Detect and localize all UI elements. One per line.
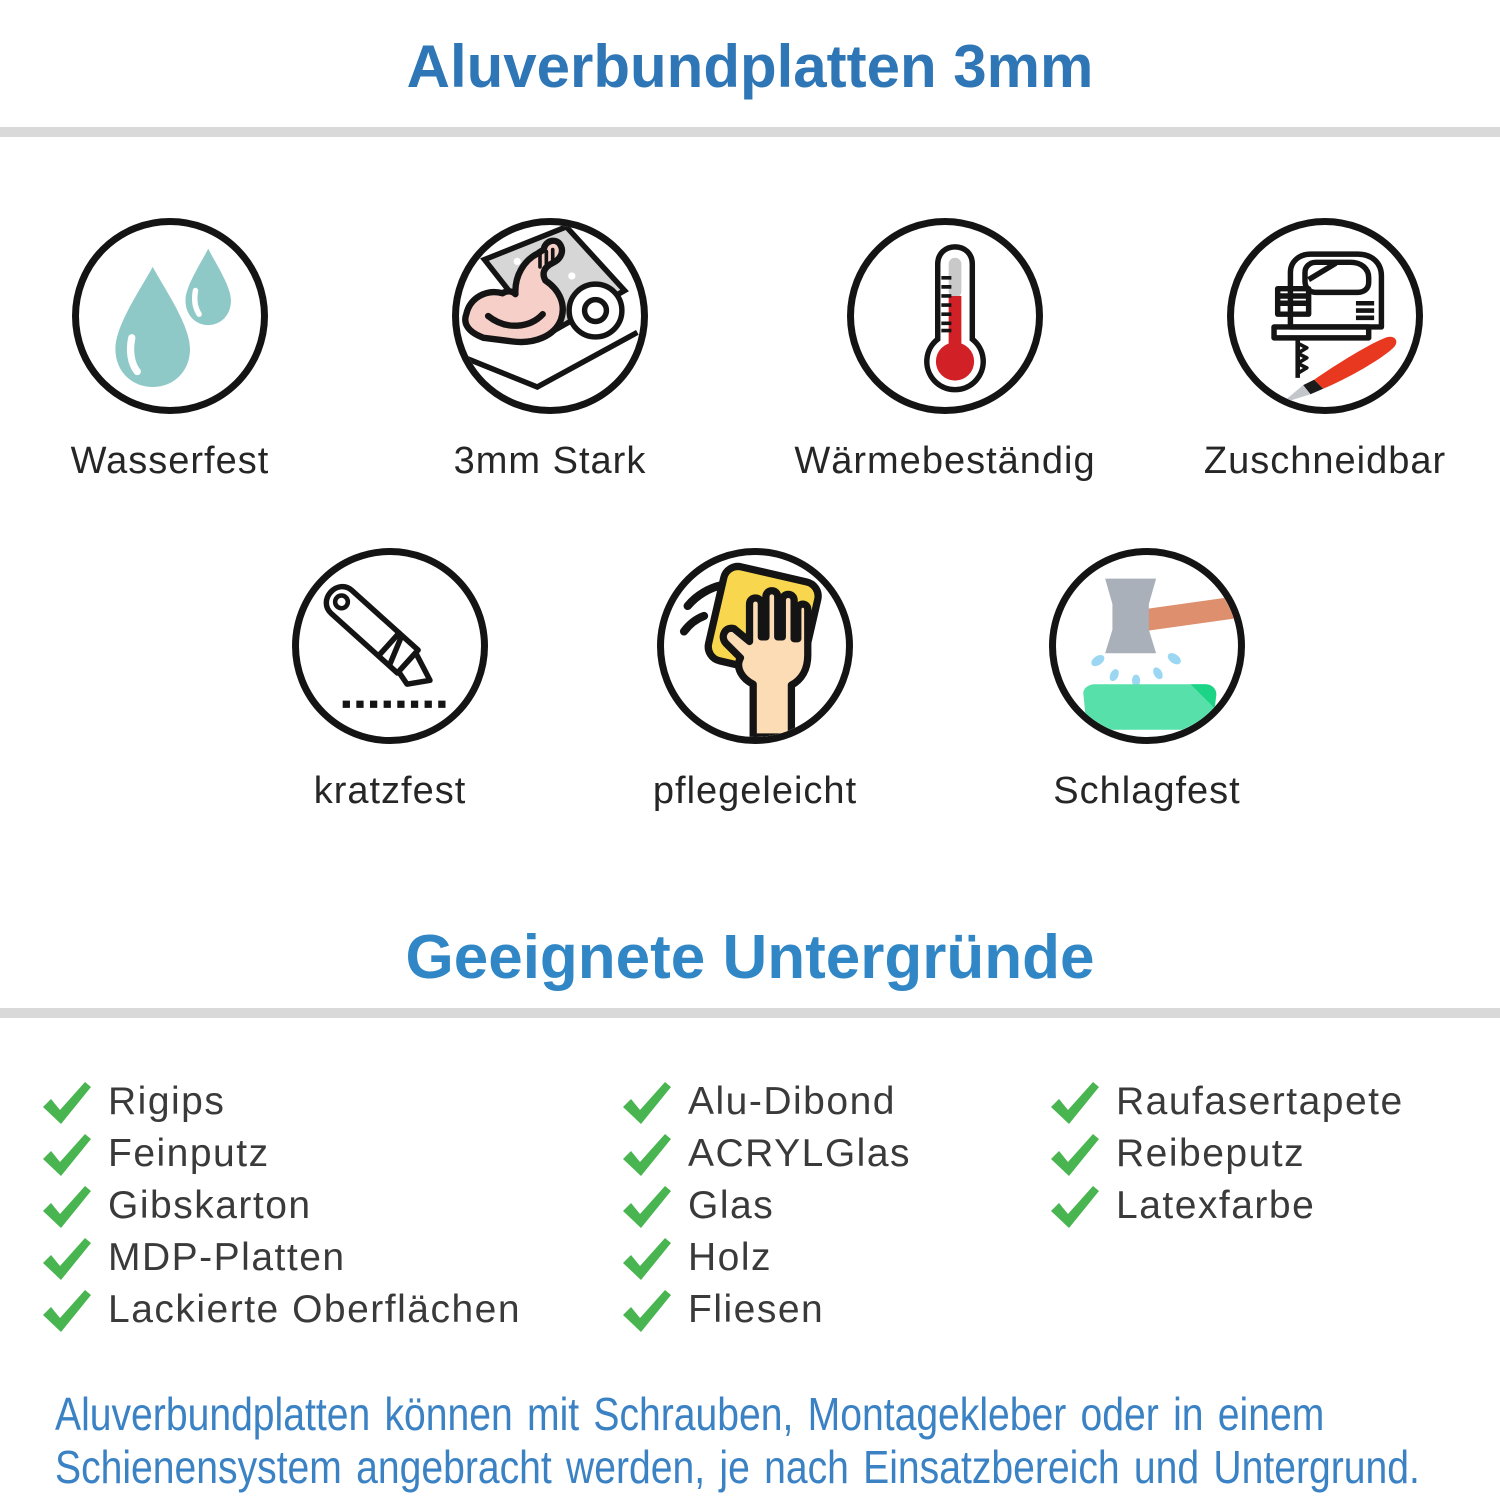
footer-note xyxy=(55,1388,1420,1494)
substrate-label: Raufasertapete xyxy=(1116,1080,1404,1123)
footer-line-1: Aluverbundplatten können mit Schrauben, Montagekleber oder in einem xyxy=(55,1388,1325,1440)
substrate-label: Feinputz xyxy=(108,1132,270,1175)
flexed-arm-panel-icon xyxy=(459,225,641,407)
list-item xyxy=(620,1180,911,1232)
check-icon xyxy=(620,1079,674,1125)
check-icon xyxy=(620,1131,674,1177)
feature-label: Zuschneidbar xyxy=(1203,440,1447,482)
feature-waterproof xyxy=(0,218,340,483)
list-item xyxy=(1048,1076,1404,1128)
check-icon xyxy=(1048,1183,1102,1229)
check-icon xyxy=(40,1079,94,1125)
substrates-column-2 xyxy=(620,1076,911,1336)
check-icon xyxy=(40,1131,94,1177)
footer-line-2: Schienensystem angebracht werden, je nach Einsatzbereich und Untergrund. xyxy=(55,1441,1420,1493)
feature-scratch-resistant xyxy=(220,548,560,813)
check-icon xyxy=(40,1235,94,1281)
utility-knife-icon xyxy=(299,555,481,737)
feature-cuttable xyxy=(1155,218,1495,483)
substrate-label: Fliesen xyxy=(688,1288,825,1331)
feature-easy-care xyxy=(585,548,925,813)
list-item xyxy=(40,1232,521,1284)
check-icon xyxy=(620,1287,674,1333)
middle-divider xyxy=(0,1008,1500,1018)
page-title: Aluverbundplatten 3mm xyxy=(406,33,1094,100)
feature-label: Schlagfest xyxy=(1053,770,1241,812)
list-item xyxy=(620,1284,911,1336)
list-item xyxy=(1048,1128,1404,1180)
top-divider xyxy=(0,127,1500,137)
substrate-label: Latexfarbe xyxy=(1116,1184,1316,1227)
check-icon xyxy=(1048,1131,1102,1177)
list-item xyxy=(620,1076,911,1128)
feature-label: Wasserfest xyxy=(70,440,270,482)
check-icon xyxy=(620,1183,674,1229)
list-item xyxy=(40,1076,521,1128)
feature-impact-resistant xyxy=(977,548,1317,813)
water-drops-icon xyxy=(79,225,261,407)
feature-label: Wärmebeständig xyxy=(794,440,1096,482)
feature-circle xyxy=(847,218,1043,414)
substrate-label: Lackierte Oberflächen xyxy=(108,1288,522,1331)
list-item xyxy=(40,1128,521,1180)
thermometer-icon xyxy=(854,225,1036,407)
feature-strength xyxy=(380,218,720,483)
check-icon xyxy=(1048,1079,1102,1125)
feature-circle xyxy=(657,548,853,744)
feature-circle xyxy=(292,548,488,744)
substrate-label: Rigips xyxy=(108,1080,226,1123)
feature-heat-resistant xyxy=(775,218,1115,483)
hammer-impact-icon xyxy=(1056,555,1238,737)
list-item xyxy=(40,1284,521,1336)
substrate-label: MDP-Platten xyxy=(108,1236,346,1279)
substrate-label: Reibeputz xyxy=(1116,1132,1306,1175)
feature-label: kratzfest xyxy=(313,770,467,812)
jigsaw-cutter-icon xyxy=(1234,225,1416,407)
substrate-label: Holz xyxy=(688,1236,773,1279)
feature-circle xyxy=(452,218,648,414)
check-icon xyxy=(40,1183,94,1229)
substrate-label: Gibskarton xyxy=(108,1184,312,1227)
check-icon xyxy=(620,1235,674,1281)
list-item xyxy=(1048,1180,1404,1232)
feature-circle xyxy=(1049,548,1245,744)
substrate-label: Glas xyxy=(688,1184,775,1227)
list-item xyxy=(40,1180,521,1232)
section-title-substrates: Geeignete Untergründe xyxy=(405,923,1095,992)
substrate-label: Alu-Dibond xyxy=(688,1080,896,1123)
check-icon xyxy=(40,1287,94,1333)
feature-circle xyxy=(72,218,268,414)
feature-label: pflegeleicht xyxy=(652,770,858,812)
hand-cloth-icon xyxy=(664,555,846,737)
list-item xyxy=(620,1128,911,1180)
substrates-column-1 xyxy=(40,1076,521,1336)
substrates-column-3 xyxy=(1048,1076,1404,1232)
substrate-label: ACRYLGlas xyxy=(688,1132,912,1175)
feature-circle xyxy=(1227,218,1423,414)
list-item xyxy=(620,1232,911,1284)
feature-label: 3mm Stark xyxy=(453,440,647,482)
